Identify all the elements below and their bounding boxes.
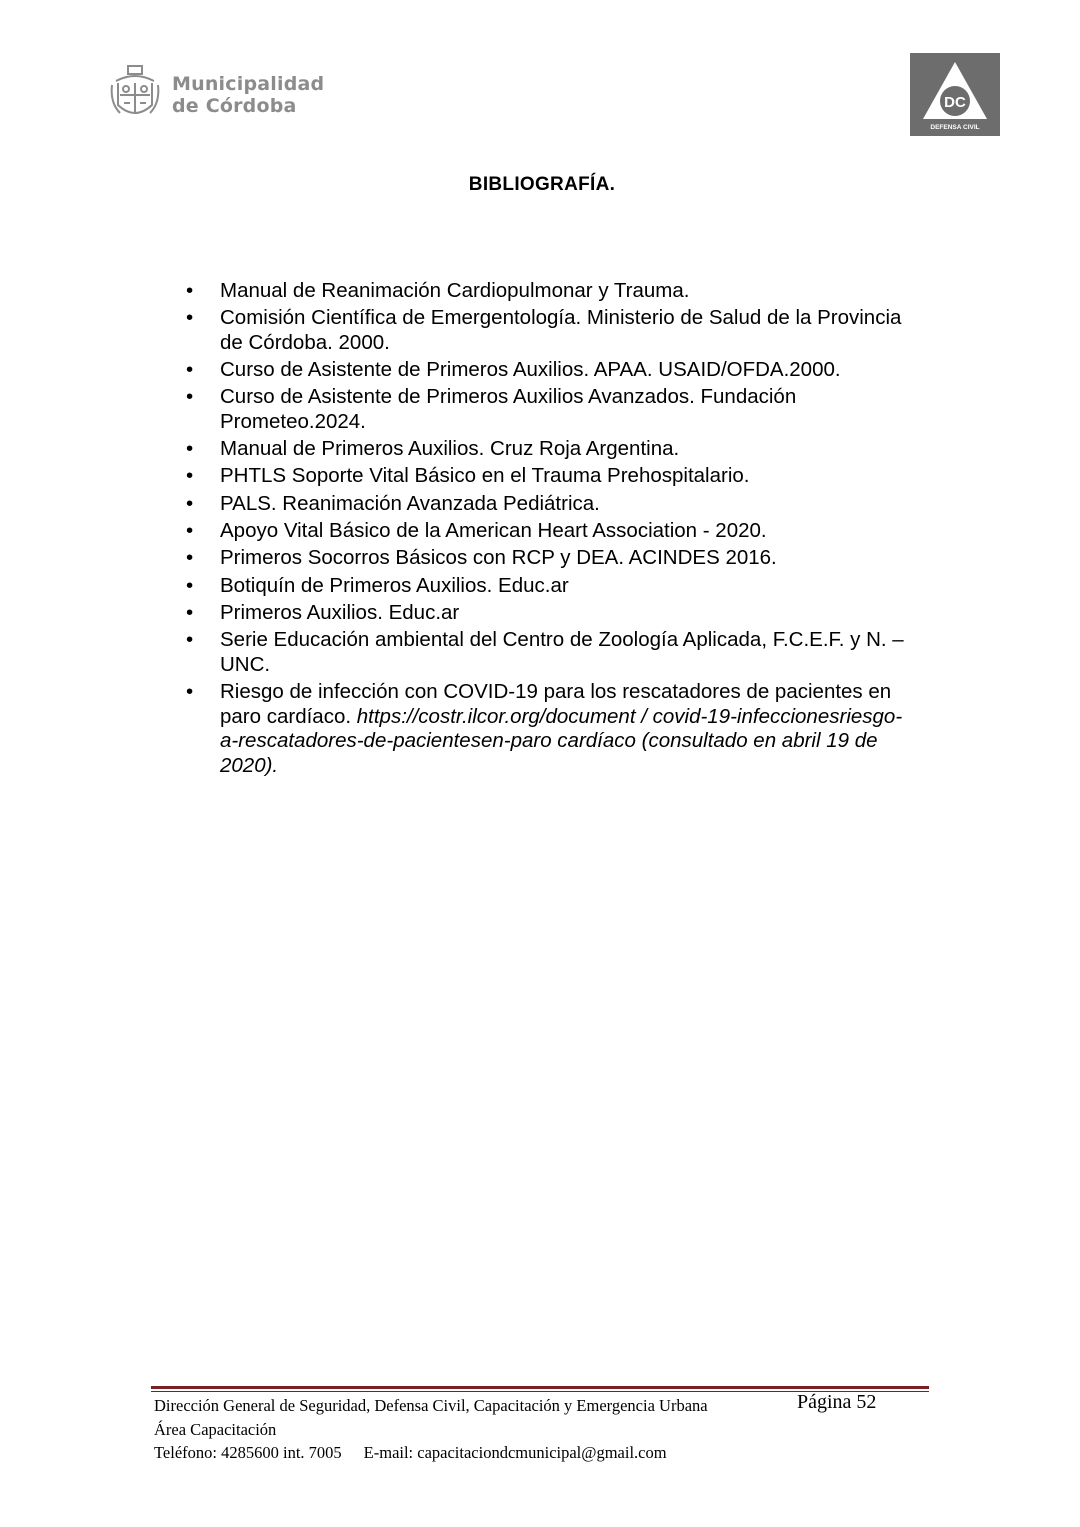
defensa-civil-triangle-icon [910, 53, 1000, 136]
defensa-civil-logo [910, 53, 1000, 136]
bibliography-item: • PHTLS Soporte Vital Básico en el Trauma Prehospitalario. [220, 464, 920, 489]
bibliography-item: • Manual de Primeros Auxilios. Cruz Roja Argentina. [220, 437, 920, 462]
bibliography-item: • Apoyo Vital Básico de la American Heart Association - 2020. [220, 519, 920, 544]
page-number: Página 52 [797, 1391, 877, 1413]
bibliography-item: • Botiquín de Primeros Auxilios. Educ.ar [220, 574, 920, 599]
bibliography-list [220, 279, 920, 781]
dc-caption-text: DEFENSA CIVIL [930, 124, 980, 131]
bibliography-item: • Primeros Socorros Básicos con RCP y DEA. ACINDES 2016. [220, 546, 920, 571]
municipalidad-wordmark [172, 73, 324, 117]
footer-area-line: Área Capacitación [154, 1419, 277, 1439]
footer-email: E-mail: capacitaciondcmunicipal@gmail.com [363, 1443, 667, 1462]
bibliography-item: • Manual de Reanimación Cardiopulmonar y Trauma. [220, 279, 920, 304]
bibliography-item: • PALS. Reanimación Avanzada Pediátrica. [220, 492, 920, 517]
municipalidad-logo [108, 62, 328, 128]
logo-line-2: de Córdoba [172, 95, 297, 117]
bibliography-item: • Curso de Asistente de Primeros Auxilios. APAA. USAID/OFDA.2000. [220, 358, 920, 383]
bibliography-item: • Serie Educación ambiental del Centro de Zoología Aplicada, F.C.E.F. y N. – UNC. [220, 628, 920, 677]
bibliography-item: • Curso de Asistente de Primeros Auxilios Avanzados. Fundación Prometeo.2024. [220, 385, 920, 434]
covid-item-url[interactable]: https://costr.ilcor.org/document / covid-19-infeccionesriesgo-a-rescatadores-de-pacientesen-paro cardíaco (consultado en abril 19 de 2020). [220, 704, 903, 777]
municipal-crest-icon [108, 63, 162, 127]
footer-org-line: Dirección General de Seguridad, Defensa Civil, Capacitación y Emergencia Urbana [154, 1396, 708, 1415]
dc-badge-text: DC [944, 94, 966, 111]
page-title: BIBLIOGRAFÍA. [468, 174, 616, 195]
footer-rule [151, 1386, 929, 1389]
footer-phone: Teléfono: 4285600 int. 7005 [154, 1443, 342, 1462]
footer-contact-line [154, 1441, 934, 1465]
bibliography-item: • Comisión Científica de Emergentología. Ministerio de Salud de la Provincia de Córdoba. 2000. [220, 306, 920, 355]
logo-line-1: Municipalidad [172, 73, 325, 95]
bibliography-item-covid [220, 680, 920, 778]
bibliography-item: • Primeros Auxilios. Educ.ar [220, 601, 920, 626]
covid-item-text: Riesgo de infección con COVID-19 para los rescatadores de pacientes en paro cardíaco. [220, 680, 892, 728]
